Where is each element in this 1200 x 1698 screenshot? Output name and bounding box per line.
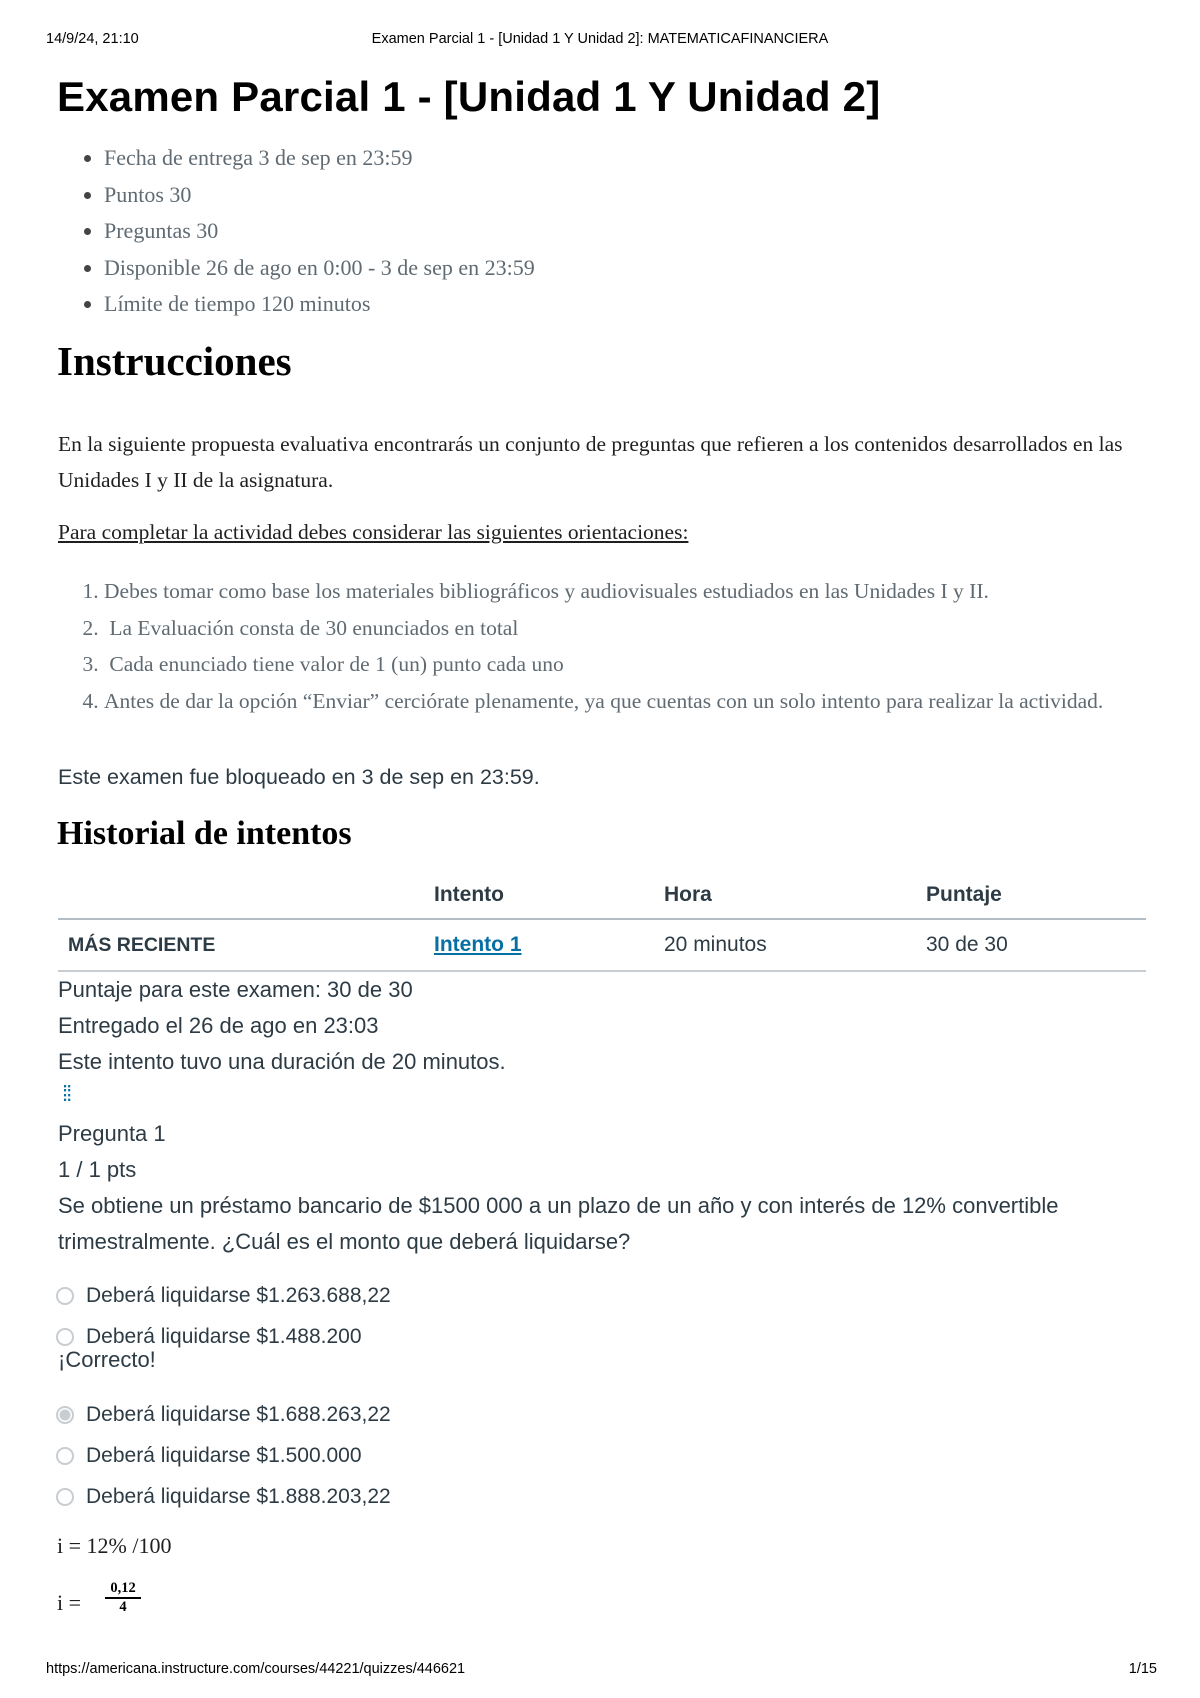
answer-label: Deberá liquidarse $1.888.203,22	[86, 1485, 391, 1508]
radio-button-icon[interactable]	[56, 1447, 74, 1465]
page-title: Examen Parcial 1 - [Unidad 1 Y Unidad 2]	[57, 73, 881, 120]
answer-option[interactable]	[56, 1281, 391, 1311]
question-points: 1 / 1 pts	[58, 1157, 137, 1182]
question-header	[58, 1116, 1108, 1260]
submitted-text: Entregado el 26 de ago en 23:03	[58, 1013, 379, 1038]
column-header-blank	[58, 872, 434, 919]
quiz-details-list	[60, 140, 535, 323]
fraction-numerator: 0,12	[105, 1580, 141, 1599]
question-title: Pregunta 1	[58, 1121, 166, 1146]
instructions-intro: En la siguiente propuesta evaluativa encontrarás un conjunto de preguntas que refieren a los contenidos desarrollados en las Unidades I y II de la asignatura.	[58, 432, 1123, 492]
orientation-item: 1. Debes tomar como base los materiales bibliográficos y audiovisuales estudiados en las Unidades I y II.	[104, 573, 1194, 610]
most-recent-label: MÁS RECIENTE	[58, 919, 434, 971]
radio-button-icon[interactable]	[56, 1488, 74, 1506]
locked-notice: Este examen fue bloqueado en 3 de sep en 23:59.	[58, 765, 540, 789]
drag-handle-icon[interactable]: ⁞⁞	[62, 1081, 71, 1106]
answer-option[interactable]	[56, 1441, 362, 1471]
column-header-time: Hora	[664, 872, 926, 919]
table-header-row	[58, 872, 1146, 919]
radio-button-selected-icon[interactable]	[56, 1406, 74, 1424]
correct-answer-label: ¡Correcto!	[58, 1347, 156, 1372]
fraction-denominator: 4	[119, 1599, 127, 1615]
radio-button-icon[interactable]	[56, 1328, 74, 1346]
time-cell: 20 minutos	[664, 919, 926, 971]
score-cell: 30 de 30	[926, 919, 1146, 971]
orientations-title: Para completar la actividad debes considerar las siguientes orientaciones:	[58, 520, 689, 544]
attempt-cell	[434, 919, 664, 971]
answer-label: Deberá liquidarse $1.688.263,22	[86, 1403, 391, 1426]
radio-button-icon[interactable]	[56, 1287, 74, 1305]
attempt-summary	[58, 972, 506, 1080]
orientations-list	[60, 573, 1194, 719]
answer-label: Deberá liquidarse $1.263.688,22	[86, 1284, 391, 1307]
points-item: • Puntos 30	[104, 177, 535, 214]
due-date-item: • Fecha de entrega 3 de sep en 23:59	[104, 140, 535, 177]
instructions-heading: Instrucciones	[57, 338, 292, 384]
question-text: Se obtiene un préstamo bancario de $1500 000 a un plazo de un año y con interés de 12% convertible trimestralmente. ¿Cuál es el monto que deberá liquidarse?	[58, 1193, 1059, 1254]
answer-option[interactable]	[56, 1482, 391, 1512]
availability-item: • Disponible 26 de ago en 0:00 - 3 de sep en 23:59	[104, 250, 535, 287]
orientation-item: 2. La Evaluación consta de 30 enunciados en total	[104, 610, 1194, 647]
print-document-title: Examen Parcial 1 - [Unidad 1 Y Unidad 2]: MATEMATICAFINANCIERA	[371, 31, 829, 47]
orientation-item: 3. Cada enunciado tiene valor de 1 (un) punto cada uno	[104, 646, 1194, 683]
attempt-history-heading: Historial de intentos	[57, 815, 352, 852]
work-formula-line-2: i =	[57, 1590, 82, 1615]
print-url: https://americana.instructure.com/courses/44221/quizzes/446621	[46, 1661, 466, 1677]
column-header-attempt: Intento	[434, 872, 664, 919]
fraction	[105, 1580, 141, 1615]
table-row	[58, 919, 1146, 971]
print-datetime: 14/9/24, 21:10	[46, 31, 139, 47]
orientation-item: 4. Antes de dar la opción “Enviar” cerciórate plenamente, ya que cuentas con un solo intento para realizar la actividad.	[104, 683, 1194, 720]
column-header-score: Puntaje	[926, 872, 1146, 919]
answer-option-selected[interactable]	[56, 1400, 391, 1430]
questions-item: • Preguntas 30	[104, 213, 535, 250]
quiz-score-text: Puntaje para este examen: 30 de 30	[58, 977, 413, 1002]
print-page-number: 1/15	[1128, 1661, 1157, 1677]
answer-label: Deberá liquidarse $1.500.000	[86, 1444, 362, 1467]
work-formula-line-1: i = 12% /100	[57, 1533, 172, 1558]
answer-label: Deberá liquidarse $1.488.200	[86, 1325, 362, 1348]
attempt-1-link[interactable]: Intento 1	[434, 933, 522, 956]
duration-text: Este intento tuvo una duración de 20 minutos.	[58, 1049, 506, 1074]
attempt-history-table	[58, 872, 1146, 972]
time-limit-item: • Límite de tiempo 120 minutos	[104, 286, 535, 323]
